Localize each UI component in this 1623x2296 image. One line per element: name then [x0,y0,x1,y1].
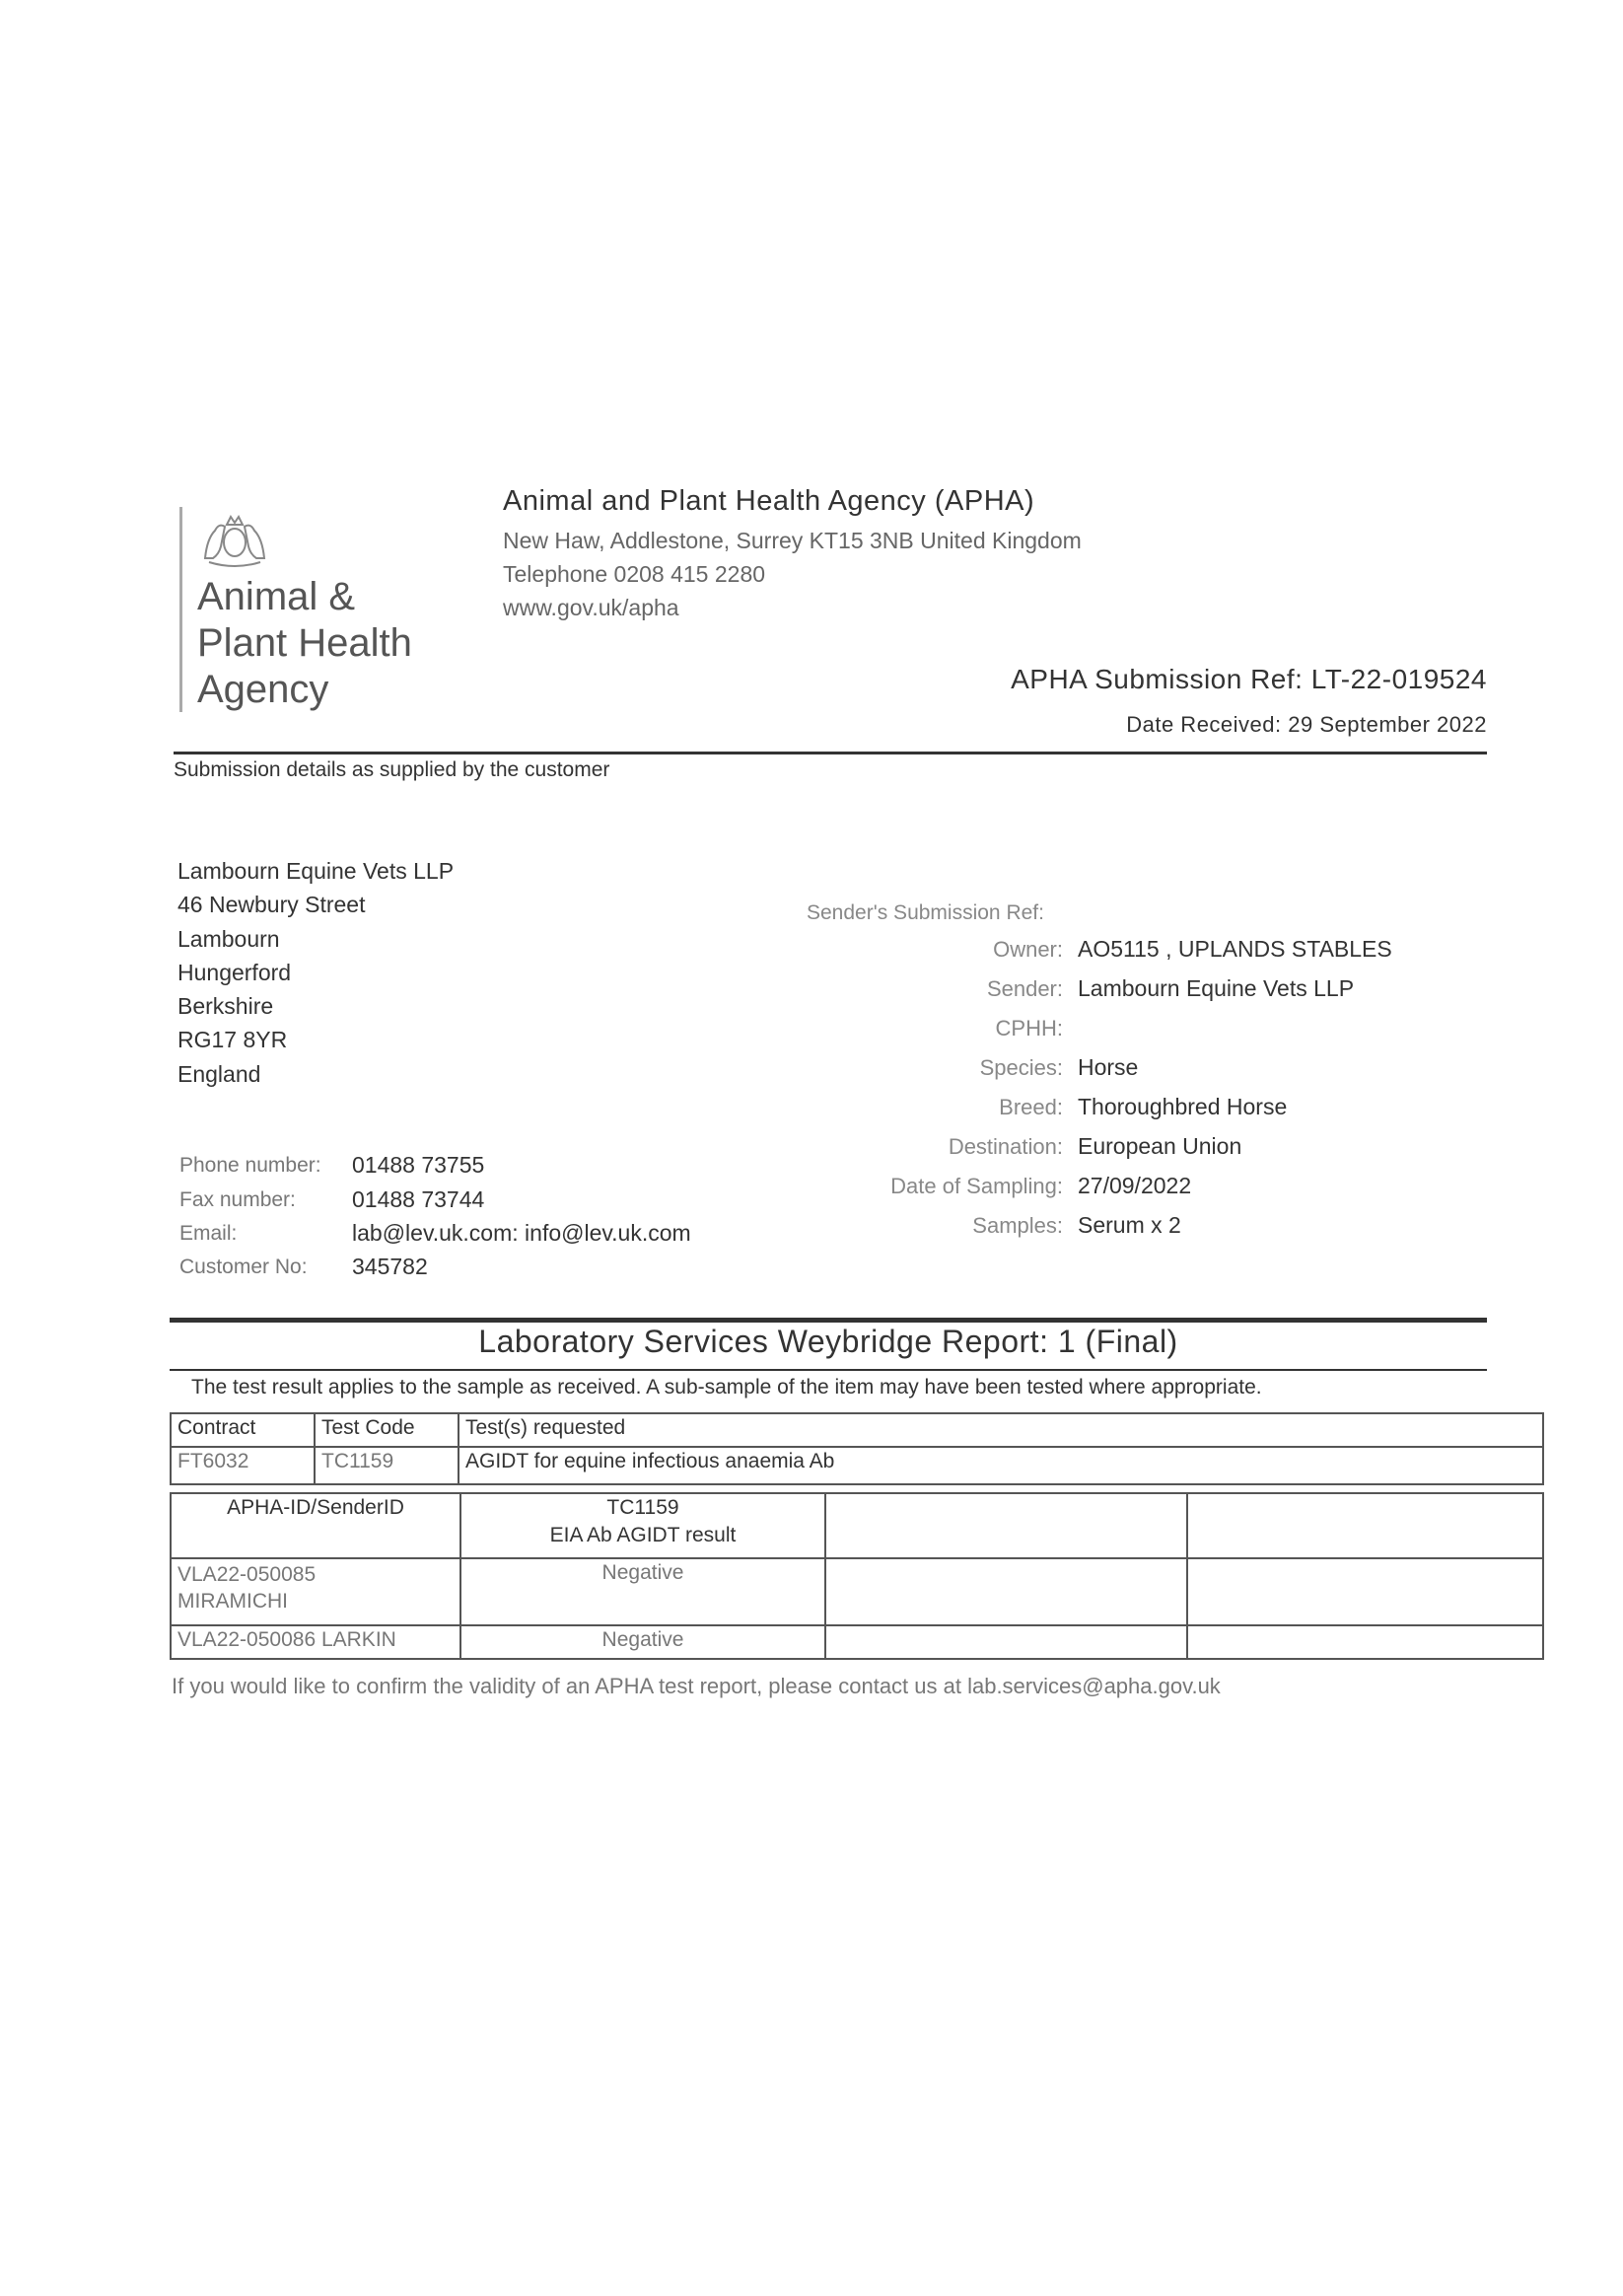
results-header-id: APHA-ID/SenderID [171,1493,460,1558]
sender-label: Sender: [986,976,1063,1001]
customer-no-label: Customer No: [179,1256,308,1278]
result-cell: Negative [460,1558,825,1625]
owner-value: AO5115 , UPLANDS STABLES [1078,936,1392,962]
contract-cell: FT6032 [171,1447,315,1484]
address-line: England [177,1060,261,1087]
empty-cell [825,1493,1187,1558]
table-row [171,1413,1543,1447]
address-line: Berkshire [177,993,274,1020]
sampling-value: 27/09/2022 [1078,1173,1192,1198]
owner-label: Owner: [993,937,1063,962]
table-row [171,1493,1543,1558]
customer-no-value: 345782 [352,1254,428,1279]
species-value: Horse [1078,1054,1139,1080]
report-note: The test result applies to the sample as received. A sub-sample of the item may have been tested where appropriate. [191,1376,1262,1399]
destination-label: Destination: [948,1134,1063,1159]
address-line: Lambourn Equine Vets LLP [177,858,455,884]
table-header: Test(s) requested [459,1413,1543,1447]
date-received: Date Received: 29 September 2022 [1126,712,1487,737]
table-header: Contract [171,1413,315,1447]
org-name: Animal and Plant Health Agency (APHA) [503,485,1035,517]
address-line: Lambourn [177,925,280,952]
test-code-cell: TC1159 [315,1447,459,1484]
destination-value: European Union [1078,1133,1242,1159]
breed-label: Breed: [999,1095,1063,1119]
submission-ref: APHA Submission Ref: LT-22-019524 [1011,664,1487,694]
samples-label: Samples: [972,1213,1063,1238]
empty-cell [825,1625,1187,1659]
customer-address [177,854,454,1091]
header-rule [174,752,1487,754]
empty-cell [1187,1625,1543,1659]
address-line: 46 Newbury Street [177,892,366,918]
sample-id-cell: VLA22-050086 LARKIN [171,1625,460,1659]
phone-value: 01488 73755 [352,1152,485,1178]
empty-cell [825,1558,1187,1625]
samples-value: Serum x 2 [1078,1212,1181,1238]
species-label: Species: [979,1055,1063,1080]
fax-label: Fax number: [179,1188,296,1211]
table-header: Test Code [315,1413,459,1447]
report-rule-bottom [170,1369,1487,1371]
org-website: www.gov.uk/apha [503,595,679,620]
org-telephone: Telephone 0208 415 2280 [503,561,766,587]
org-address: New Haw, Addlestone, Surrey KT15 3NB United Kingdom [503,528,1082,553]
results-header-test [460,1493,825,1558]
table-row [171,1558,1543,1625]
results-table [170,1492,1544,1660]
submission-note: Submission details as supplied by the customer [174,758,610,781]
phone-label: Phone number: [179,1154,321,1177]
logo-divider [179,507,182,712]
table-row [171,1625,1543,1659]
results-header-result: EIA Ab AGIDT result [549,1524,737,1546]
fax-value: 01488 73744 [352,1186,485,1212]
empty-cell [1187,1558,1543,1625]
sampling-label: Date of Sampling: [890,1174,1063,1198]
address-line: Hungerford [177,959,292,985]
report-rule-top [170,1318,1487,1323]
footer-note: If you would like to confirm the validity of an APHA test report, please contact us at lab.services@apha.gov.uk [172,1674,1221,1698]
sender-ref-label: Sender's Submission Ref: [807,901,1044,924]
breed-value: Thoroughbred Horse [1078,1094,1288,1119]
email-value: lab@lev.uk.com: info@lev.uk.com [352,1220,691,1246]
sample-id-cell: VLA22-050085 MIRAMICHI [171,1558,460,1625]
email-label: Email: [179,1222,238,1245]
test-requested-cell: AGIDT for equine infectious anaemia Ab [459,1447,1543,1484]
logo-line-1: Animal & [197,575,356,618]
result-cell: Negative [460,1625,825,1659]
cphh-label: CPHH: [995,1016,1063,1040]
table-row [171,1447,1543,1484]
tests-table [170,1412,1544,1485]
address-line: RG17 8YR [177,1027,288,1053]
sender-value: Lambourn Equine Vets LLP [1078,975,1355,1001]
logo-line-2: Plant Health [197,621,412,665]
empty-cell [1187,1493,1543,1558]
royal-crest-icon [195,509,274,573]
report-title: Laboratory Services Weybridge Report: 1 (Final) [478,1324,1178,1359]
results-header-code: TC1159 [606,1496,679,1519]
logo-line-3: Agency [197,668,329,711]
logo-text [197,574,412,713]
